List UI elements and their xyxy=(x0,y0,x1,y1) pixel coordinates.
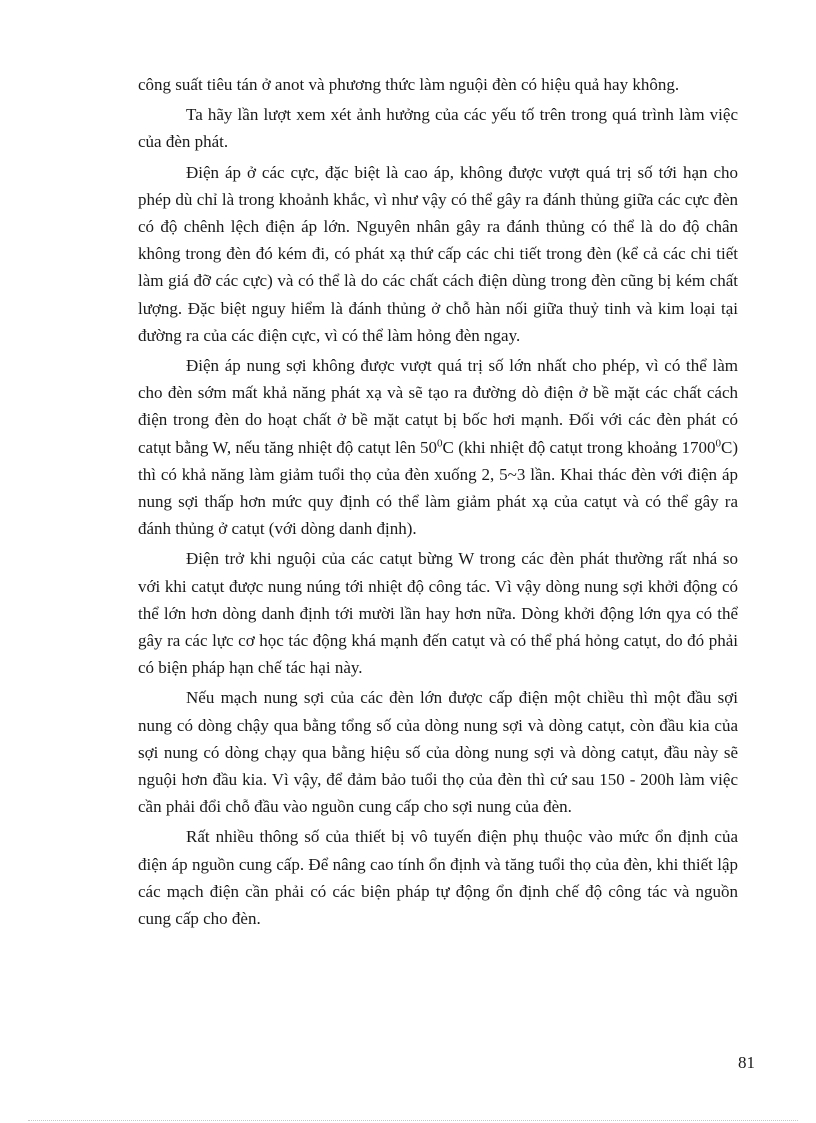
text-run: C (khi nhiệt độ catụt trong khoảng 1700 xyxy=(442,437,716,457)
superscript-degree: 0 xyxy=(715,436,721,449)
paragraph-filament-voltage xyxy=(138,352,738,542)
paragraph: Điện áp ở các cực, đặc biệt là cao áp, không được vượt quá trị số tới hạn cho phép dù chỉ là trong khoảnh khắc, vì như vậy có thể gây ra đánh thủng giữa các cực đèn có độ chênh lệch điện áp lớn. Nguyên nhân gây ra đánh thủng có thể là do độ chân không trong đèn đó kém đi, có phát xạ thứ cấp các chi tiết trong đèn (kể cả các chi tiết làm giá đỡ các cực) và có thể là do các chất cách điện dùng trong đèn cũng bị kém chất lượng. Đặc biệt nguy hiểm là đánh thủng ở chỗ hàn nối giữa thuỷ tinh và kim loại tại đường ra của các điện cực, vì có thể làm hỏng đèn ngay. xyxy=(138,162,738,345)
body-text xyxy=(138,71,738,935)
paragraph: Rất nhiều thông số của thiết bị vô tuyến điện phụ thuộc vào mức ổn định của điện áp nguồn cung cấp. Để nâng cao tính ổn định và tăng tuổi thọ của đèn, khi thiết lập các mạch điện cần phải có các biện pháp tự động ổn định chế độ công tác và nguồn cung cấp cho đèn. xyxy=(138,827,738,929)
paragraph: Nếu mạch nung sợi của các đèn lớn được cấp điện một chiều thì một đầu sợi nung có dòng chậy qua bằng tổng số của dòng nung sợi và dòng catụt, còn đầu kia của sợi nung có dòng chạy qua bằng hiệu số của dòng nung sợi và dòng catụt, đầu này sẽ nguội hơn đầu kia. Vì vậy, để đảm bảo tuổi thọ của đèn thì cứ sau 150 - 200h làm việc cần phải đổi chỗ đầu vào nguồn cung cấp cho sợi nung của đèn. xyxy=(138,688,738,817)
superscript-degree: 0 xyxy=(437,436,443,449)
paragraph: Điện trở khi nguội của các catụt bừng W trong các đèn phát thường rất nhá so với khi catụt được nung núng tới nhiệt độ công tác. Vì vậy dòng nung sợi khởi động có thể lớn hơn dòng danh định tới mười lần hay hơn nữa. Dòng khởi động lớn qya có thể gây ra các lực cơ học tác động khá mạnh đến catụt và có thể phá hỏng catụt, do đó phải có biện pháp hạn chế tác hại này. xyxy=(138,549,738,678)
paragraph: Ta hãy lần lượt xem xét ảnh hưởng của các yếu tố trên trong quá trình làm việc của đèn phát. xyxy=(138,105,738,152)
paragraph-continuation: công suất tiêu tán ở anot và phương thức làm nguội đèn có hiệu quả hay không. xyxy=(138,75,680,94)
text-run: Điện áp nung sợi không được vượt quá trị số lớn nhất cho phép, vì có thể làm cho đèn sớm mất khả năng phát xạ và sẽ tạo ra đường dò điện ở bề mặt các chất cách điện trong đèn do hoạt chất ở bề mặt catụt bị bốc hơi mạnh. Đối với các đèn phát có catụt bằng W, nếu tăng nhiệt độ catụt lên 50 xyxy=(138,356,738,457)
page-number: 81 xyxy=(738,1053,755,1072)
text-run: C) thì có khả năng làm giảm tuổi thọ của đèn xuống 2, 5~3 lần. Khai thác đèn với điện áp nung sợi thấp hơn mức quy định có thể làm giảm phát xạ của catụt và có thể gây ra đánh thủng ở catụt (với dòng danh định). xyxy=(138,437,738,539)
page-bottom-divider xyxy=(28,1120,798,1121)
